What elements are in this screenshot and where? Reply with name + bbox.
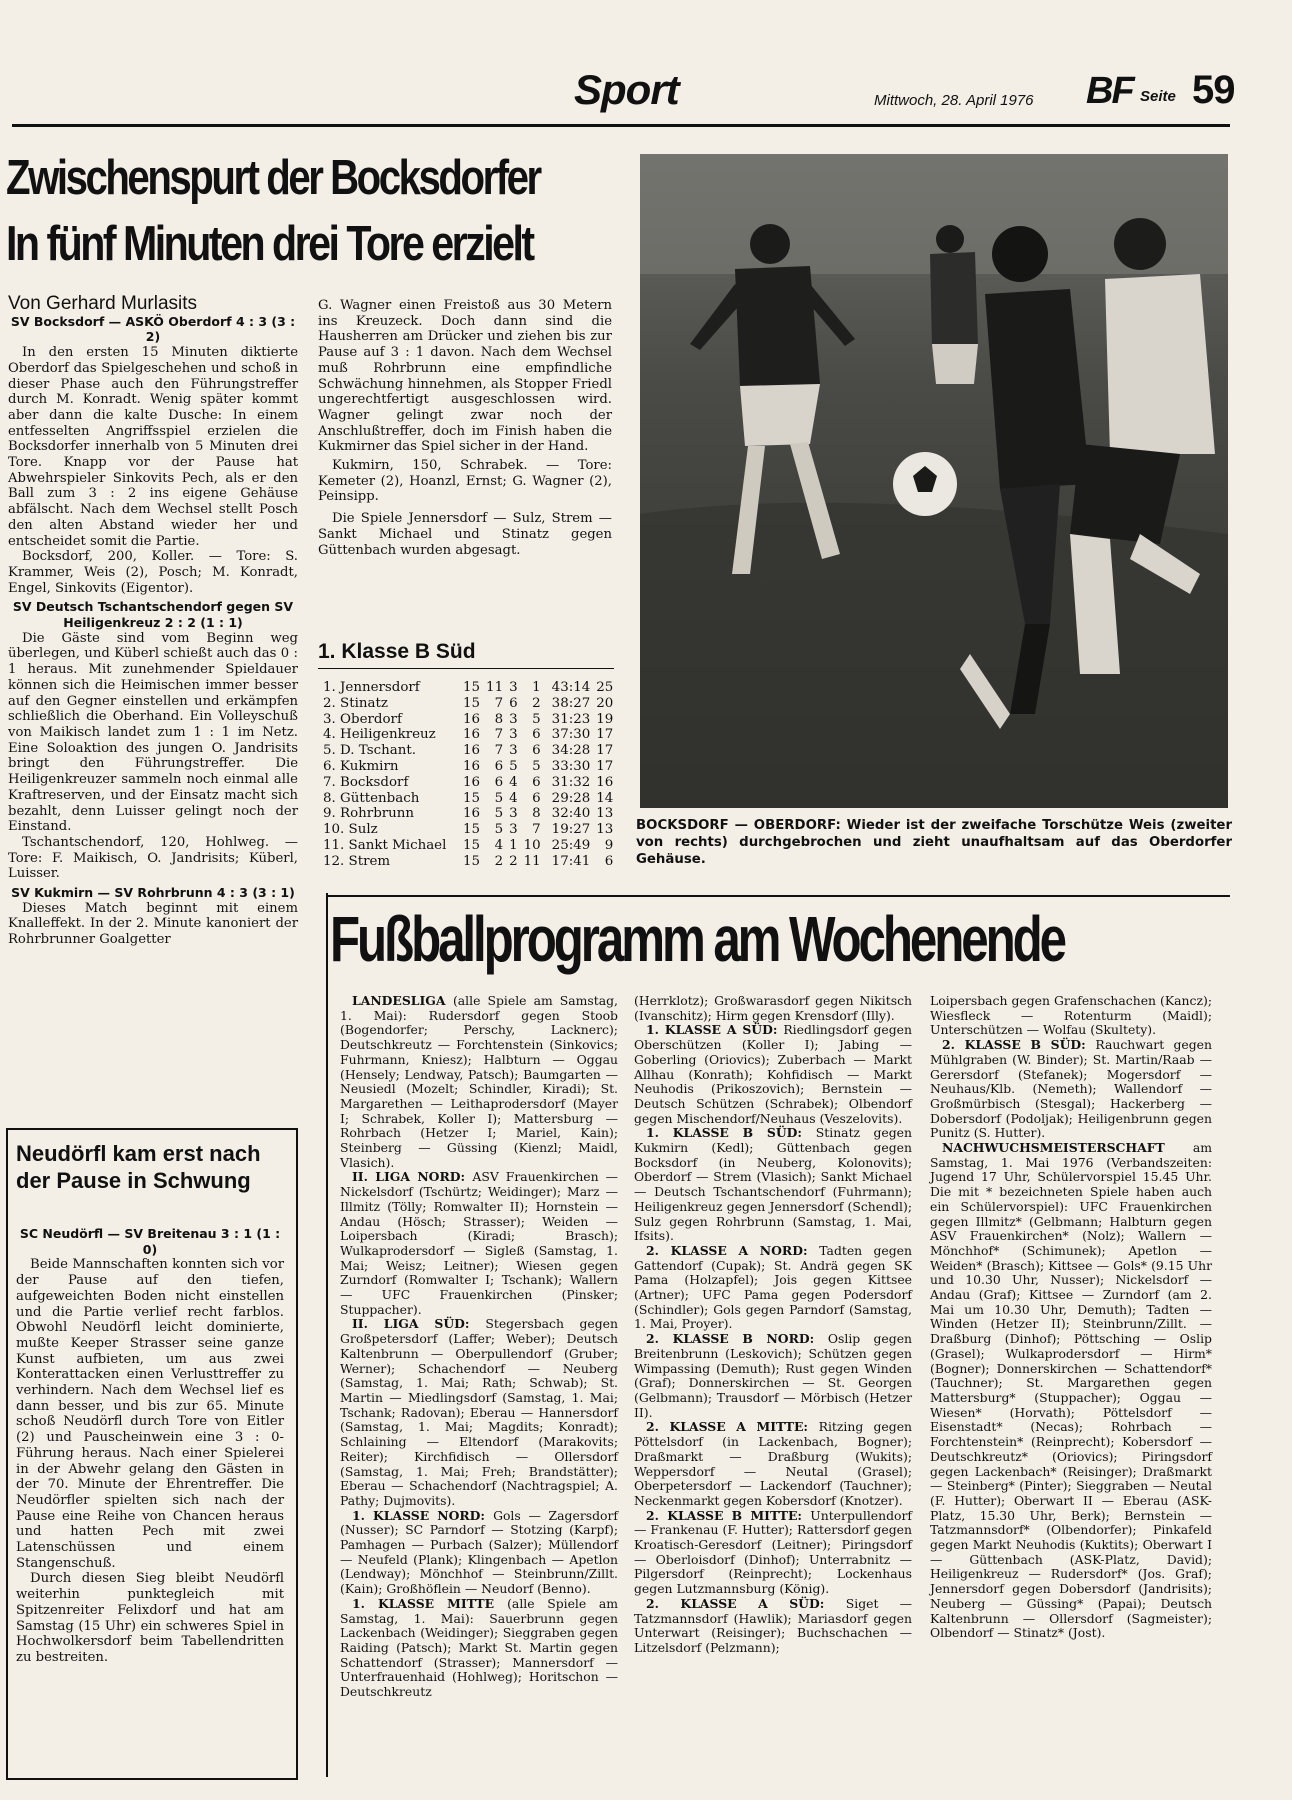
league-label: 1. KLASSE B SÜD: xyxy=(646,1125,816,1141)
standings-cell: 2 xyxy=(509,853,518,869)
standings-row xyxy=(320,791,616,807)
program-paragraph xyxy=(930,1141,1212,1641)
standings-cell: 5 xyxy=(494,822,504,838)
league-label: LANDESLIGA xyxy=(352,993,453,1008)
photo-caption xyxy=(636,817,1232,868)
standings-cell: 3 xyxy=(509,822,518,838)
standings-cell: 5 xyxy=(532,711,541,727)
league-label: 2. KLASSE A NORD: xyxy=(646,1242,820,1258)
sidebox xyxy=(6,1128,298,1780)
standings-cell: 15 xyxy=(463,822,481,838)
masthead-rule xyxy=(12,124,1230,127)
standings-cell: 3 xyxy=(509,743,518,759)
team-name: 4. Heiligenkreuz xyxy=(323,727,436,743)
standings-row xyxy=(320,822,616,838)
league-label: 1. KLASSE MITTE xyxy=(352,1595,508,1611)
standings-cell: 17 xyxy=(596,743,614,759)
standings-cell: 11 xyxy=(523,853,541,869)
fixture-text: (Herrklotz); Großwarasdorf gegen Nikitsch (Ivanschitz); Hirm gegen Krensdorf (Illy). xyxy=(634,993,912,1023)
standings-row xyxy=(320,838,616,854)
standings-cell: 16 xyxy=(463,711,481,727)
standings-cell: 33:30 xyxy=(551,758,591,774)
masthead xyxy=(12,62,1235,126)
standings-cell: 19:27 xyxy=(551,822,591,838)
standings-cell: 6 xyxy=(494,774,504,790)
fixture-text: Stegersbach gegen Großpetersdorf (Laffer; Weber); Deutsch Kaltenbrunn — Oberpullendorf (Gruber; Werner); Schachendorf — Neuberg (Samstag, 1. Mai; Rath; Schwab); St. Martin — Miedlingsdorf (Samstag, 1. Mai; Tschank; Radovan); Eberau — Hannersdorf (Samstag, 1. Mai; Magdits; Konradt); Schlaining — Eltendorf (Marakovits; Reiter); Kirchfidisch — Ollersdorf (Samstag, 1. Mai; Freh; Brandstätter); Eberau — Schachendorf (Nachtragspiel; A. Pathy; Dujmovits). xyxy=(340,1316,618,1508)
standings-cell: 6 xyxy=(532,743,541,759)
fixture-text: Riedlingsdorf gegen Oberschützen (Koller I); Jabing — Goberling (Oriovics); Zuberbach — Markt Allhau (Konrath); Kohfidisch — Markt Neuhodis (Prikoszovich); Bernstein — Deutsch Schützen (Schrabek); Olbendorf gegen Mischendorf/Neuhaus (Veszelovits). xyxy=(634,1022,912,1126)
league-label: II. LIGA SÜD: xyxy=(352,1316,486,1332)
article-column-2 xyxy=(318,298,612,558)
standings-row xyxy=(320,727,616,743)
standings-cell: 43:14 xyxy=(551,680,591,695)
match-heading: SV Bocksdorf — ASKÖ Oberdorf 4 : 3 (3 : 2) xyxy=(10,313,296,345)
standings-row xyxy=(320,806,616,822)
standings-cell: 1 xyxy=(532,680,541,695)
match-heading: SC Neudörfl — SV Breitenau 3 : 1 (1 : 0) xyxy=(19,1226,281,1257)
fixture-text: Ritzing gegen Pöttelsdorf (in Lackenbach, Bogner); Draßmarkt — Draßburg (Wukits); Weppersdorf — Neutal (Grasel); Oberpetersdorf — Lackendorf (Tauchner); Neckenmarkt gegen Kobersdorf (Knotzer). xyxy=(634,1419,913,1508)
standings-cell: 3 xyxy=(509,680,518,695)
standings-cell: 6 xyxy=(532,727,541,743)
league-label: 2. KLASSE A MITTE: xyxy=(646,1419,819,1435)
standings-row xyxy=(320,680,616,696)
caption-lead: BOCKSDORF — OBERDORF: xyxy=(636,818,841,833)
page-number: 59 xyxy=(1192,68,1235,112)
standings-cell: 16 xyxy=(463,806,481,822)
fixture-text: ASV Frauenkirchen — Nickelsdorf (Tschürtz; Weidinger); Marz — Illmitz (Tölly; Romwalter II); Hornstein — Andau (Hösch; Strasser); Weiden — Loipersbach (Kiradi; Brasch); Wulkaprodersdorf — Sigleß (Samstag, 1. Mai; Weisz; Leitner); Wiesen gegen Zurndorf (Romwalter I; Tschank); Wallern — UFC Frauenkirchen (Pinsker; Stuppacher). xyxy=(340,1169,618,1317)
standings-cell: 11 xyxy=(486,680,504,695)
standings-cell: 9 xyxy=(604,837,614,853)
standings-cell: 37:30 xyxy=(551,727,591,743)
program-headline: Fußballprogramm am Wochenende xyxy=(330,903,1064,975)
fixture-text: am Samstag, 1. Mai 1976 (Verbandszeiten: Jugend 17 Uhr, Schülervorspiel 15.45 Uhr. Die mit * bezeichneten Spiele haben auch ein Schülervorspiel): UFC Frauenkirchen gegen Illmitz* (Gelbmann; Halbturn gegen ASV Frauenkirchen* (Nolz); Wallern — Mönchhof* (Schimunek); Apetlon — Weiden* (Brasch); Kittsee — Gols* (9.15 Uhr und 10.30 Uhr, Nusser); Nickelsdorf — Andau (Graf); Kittsee — Zurndorf (am 2. Mai um 10.30 Uhr, Demuth); Tadten — Winden (Hetzer II); Steinbrunn/Zillt. — Draßburg (Dinhof); Pöttsching — Oslip (Grasel); Wulkaprodersdorf — Hirm* (Bogner); Donnerskirchen — Schattendorf* (Tauchner); St. Margarethen gegen Mattersburg* (Stuppacher); Oggau — Wiesen* (Horvath); Pöttelsdorf — Eisenstadt* (Necas); Rohrbach — Forchtenstein* (Reinprecht); Kobersdorf — Deutschkreutz* (Oriovics); Piringsdorf gegen Lackenbach* (Reisinger); Draßmarkt — Steinberg* (Pinter); Sieggraben — Neutal (F. Hutter); Oberwart II — Eberau (ASK-Platz, 15.30 Uhr, Berk); Bernstein — Tatzmannsdorf* (Olbendorfer); Pinkafeld gegen Markt Neuhodis (Kuktits); Oberwart I — Güttenbach (ASK-Platz, David); Heiligenkreuz — Rudersdorf* (Jos. Graf); Jennersdorf gegen Dobersdorf (Jandrisits); Neuberg — Güssing* (Papai); Deutsch Kaltenbrunn — Ollersdorf (Sagmeister); Olbendorf — Stinatz* (Jost). xyxy=(930,1140,1212,1641)
program-paragraph xyxy=(634,1126,912,1244)
program-paragraph xyxy=(634,1597,912,1656)
article-paragraph: Die Gäste sind vom Beginn weg überlegen, und Küberl schießt auch das 0 : 1 heraus. Mit zunehmender Spieldauer können sich die Heimischen immer besser auf den Gegner einstellen und erkämpfen schließlich die Oberhand. Ein Volleyschuß von Maikisch landet zum 1 : 1 im Netz. Eine Soloaktion des jungen O. Jandrisits bringt den Führungstreffer. Die Heiligenkreuzer sammeln noch einmal alle Kraftreserven, und der Einsatz macht sich bezahlt, denn Luisser gelingt noch der Einstand. xyxy=(8,630,298,835)
standings-cell: 25 xyxy=(596,680,614,695)
match-result: Bocksdorf, 200, Koller. — Tore: S. Krammer, Weis (2), Posch; M. Konradt, Engel, Sinkovits (Eigentor). xyxy=(8,549,298,596)
fixture-text: Tadten gegen Gattendorf (Cupak); St. Andrä gegen SK Pama (Holzapfel); Jois gegen Kittsee (Artner); UFC Pama gegen Podersdorf (Schindler); Gols gegen Parndorf (Samstag, 1. Mai, Proyer). xyxy=(634,1242,912,1332)
photo-illustration xyxy=(640,154,1228,808)
fixture-text: Oslip gegen Breitenbrunn (Leskovich); Schützen gegen Wimpassing (Demuth); Rust gegen Winden (Graf); Donnerskirchen — St. Georgen (Gelbmann); Trausdorf — Mörbisch (Hetzer II). xyxy=(634,1331,913,1420)
program-paragraph xyxy=(340,1509,618,1597)
match-heading: SV Deutsch Tschantschendorf gegen SV Heiligenkreuz 2 : 2 (1 : 1) xyxy=(12,599,294,631)
standings-cell: 3 xyxy=(509,806,518,822)
standings-cell: 17:41 xyxy=(551,853,591,869)
program-paragraph xyxy=(634,1023,912,1126)
standings-cell: 5 xyxy=(494,806,504,822)
standings-cell: 3 xyxy=(509,711,518,727)
sidebox-body xyxy=(16,1226,284,1666)
team-name: 3. Oberdorf xyxy=(323,711,402,727)
standings-cell: 7 xyxy=(494,727,504,743)
article-paragraph: Beide Mannschaften konnten sich vor der Pause auf den tiefen, aufgeweichten Boden nicht einstellen und die Partie verlief recht farblos. Obwohl Neudörfl leicht dominierte, mußte Keeper Strasser seine ganze Kunst aufbieten, um aus zwei Konterattacken einen Verlusttreffer zu verhindern. Nach dem Wechsel lief es dann besser, und bis zur 65. Minute schoß Neudörfl durch Tore von Eitler (2) und Pauscheinwein eine 3 : 0-Führung heraus. Nach einer Spielerei in der Abwehr gelang den Gästen in der 70. Minute der Ehrentreffer. Die Neudörfler spielten sich nach der Pause eine Reihe von Chancen heraus und hatten Pech mit zwei Latenschüssen und einem Stangenschuß. xyxy=(16,1257,284,1571)
standings-cell: 25:49 xyxy=(551,837,591,853)
team-name: 7. Bocksdorf xyxy=(323,774,409,790)
standings-cell: 13 xyxy=(596,806,614,822)
sidebox-headline: Neudörfl kam erst nach der Pause in Schwung xyxy=(16,1141,261,1193)
standings-cell: 7 xyxy=(494,695,504,711)
standings-cell: 16 xyxy=(463,727,481,743)
standings-cell: 6 xyxy=(532,790,541,806)
league-label: II. LIGA NORD: xyxy=(352,1169,473,1185)
standings-cell: 3 xyxy=(509,727,518,743)
match-result: Tschantschendorf, 120, Hohlweg. — Tore: F. Maikisch, O. Jandrisits; Küberl, Luisser. xyxy=(8,834,298,882)
standings-row xyxy=(320,854,616,870)
program-paragraph xyxy=(930,1038,1212,1141)
article-paragraph: G. Wagner einen Freistoß aus 30 Metern ins Kreuzeck. Doch dann sind die Hausherren am Drücker und ziehen bis zur Pause auf 3 : 1 davon. Nach dem Wechsel muß Rohrbrunn eine empfindliche Schwächung hinnehmen, als Stopper Friedl ungerechtfertigt ausgeschlossen wird. Wagner gelingt zwar noch der Anschlußtreffer, doch im Finish haben die Kukmirner das Spiel sicher in der Hand. xyxy=(318,298,612,455)
standings-cell: 8 xyxy=(532,806,541,822)
match-photo xyxy=(640,154,1228,808)
standings-cell: 6 xyxy=(604,853,614,869)
team-name: 11. Sankt Michael xyxy=(323,837,447,853)
league-label: 1. KLASSE NORD: xyxy=(352,1507,494,1523)
fixture-text: Loipersbach gegen Grafenschachen (Kancz); Wiesfleck — Rotenturm (Maidl); Unterschützen — Wolfau (Skultety). xyxy=(930,993,1212,1038)
standings-cell: 7 xyxy=(494,743,504,759)
standings-cell: 15 xyxy=(463,853,481,869)
fixture-text: Unterpullendorf — Frankenau (F. Hutter); Rattersdorf gegen Kroatisch-Geresdorf (Leitner); Piringsdorf — Oberloisdorf (Dinhof); Unterrabnitz — Pilgersdorf (Reinprecht); Lockenhaus gegen Lutzmannsburg (König). xyxy=(634,1507,912,1597)
standings-cell: 15 xyxy=(463,790,481,806)
standings-cell: 13 xyxy=(596,822,614,838)
standings-row xyxy=(320,759,616,775)
standings-cell: 2 xyxy=(532,695,541,711)
standings-row xyxy=(320,696,616,712)
standings-cell: 15 xyxy=(463,680,481,695)
issue-date: Mittwoch, 28. April 1976 xyxy=(874,92,1034,109)
team-name: 10. Sulz xyxy=(323,822,378,838)
program-paragraph xyxy=(930,994,1212,1038)
standings-cell: 31:32 xyxy=(551,774,591,790)
standings-title: 1. Klasse B Süd xyxy=(318,640,476,663)
match-result: Kukmirn, 150, Schrabek. — Tore: Kemeter (2), Hoanzl, Ernst; G. Wagner (2), Peinsipp. xyxy=(318,458,612,505)
program-top-rule xyxy=(326,895,1230,897)
standings-cell: 20 xyxy=(596,695,614,711)
program-paragraph xyxy=(340,994,618,1170)
program-column-1 xyxy=(340,994,618,1700)
standings-cell: 32:40 xyxy=(551,806,591,822)
standings-cell: 4 xyxy=(509,774,518,790)
league-label: 2. KLASSE B NORD: xyxy=(646,1331,828,1347)
standings-cell: 10 xyxy=(523,837,541,853)
standings-cell: 6 xyxy=(532,774,541,790)
program-paragraph xyxy=(634,1332,912,1420)
standings-cell: 16 xyxy=(596,774,614,790)
standings-cell: 5 xyxy=(509,758,518,774)
standings-cell: 15 xyxy=(463,837,481,853)
article-paragraph: Durch diesen Sieg bleibt Neudörfl weiterhin punktegleich mit Spitzenreiter Felixdorf und hat am Samstag (15 Uhr) ein schweres Spiel in Hochwolkersdorf beim Tabellendritten zu bestreiten. xyxy=(16,1571,284,1665)
fixture-text: (alle Spiele am Samstag, 1. Mai): Sauerbrunn gegen Lackenbach (Weidinger); Sieggraben gegen Raiding (Patsch); Markt St. Martin gegen Schattendorf (Strasser); Mannersdorf — Unterfrauenhaid (Hohlweg); Horitschon — Deutschkreutz xyxy=(340,1595,618,1700)
article-paragraph: In den ersten 15 Minuten diktierte Oberdorf das Spielgeschehen und schoß in dieser Phase auch den Führungstreffer durch M. Konradt. Wenig später kommt aber dann die kalte Dusche: In einem entfesselten Angriffsspiel erzielen die Bocksdorfer innerhalb von 5 Minuten drei Tore. Knapp vor der Pause hat Abwehrspieler Sinkovits Pech, als er den Ball zum 3 : 2 ins eigene Gehäuse abfälscht. Nach dem Wechsel stellt Posch den alten Abstand wieder her und entscheidet somit die Partie. xyxy=(8,345,298,549)
standings-cell: 7 xyxy=(532,822,541,838)
program-paragraph xyxy=(634,1420,912,1508)
league-label: 2. KLASSE A SÜD: xyxy=(646,1595,846,1611)
standings-row xyxy=(320,775,616,791)
team-name: 6. Kukmirn xyxy=(323,758,399,774)
program-paragraph xyxy=(634,994,912,1023)
article-paragraph: Dieses Match beginnt mit einem Knalleffekt. In der 2. Minute kanoniert der Rohrbrunner Goalgetter xyxy=(8,900,298,948)
section-title: Sport xyxy=(574,66,679,113)
program-paragraph xyxy=(340,1597,618,1700)
program-column-2 xyxy=(634,994,912,1656)
team-name: 12. Strem xyxy=(323,853,391,869)
league-label: NACHWUCHSMEISTERSCHAFT xyxy=(942,1140,1193,1156)
standings-cell: 19 xyxy=(596,711,614,727)
team-name: 2. Stinatz xyxy=(323,695,388,711)
standings-cell: 16 xyxy=(463,743,481,759)
team-name: 1. Jennersdorf xyxy=(323,680,420,695)
fixture-text: Gols — Zagersdorf (Nusser); SC Parndorf — Stotzing (Karpf); Pamhagen — Purbach (Salzer); Müllendorf — Neufeld (Plank); Klingenbach — Apetlon (Lendway); Mönchhof — Steinbrunn/Zillt. (Kain); Großhöflein — Neudorf (Benno). xyxy=(340,1507,618,1597)
fixture-text: Siget — Tatzmannsdorf (Hawlik); Mariasdorf gegen Unterwart (Reisinger); Buchschachen — Litzelsdorf (Pelzmann); xyxy=(634,1595,912,1655)
standings-cell: 4 xyxy=(509,790,518,806)
fixture-text: Rauchwart gegen Mühlgraben (W. Binder); St. Martin/Raab — Gerersdorf (Stefanek); Mogersdorf — Neuhaus/Klb. (Nemeth); Wallendorf — Großmürbisch (Stesgal); Hackerberg — Dobersdorf (Podoljak); Heiligenbrunn gegen Punitz (S. Hutter). xyxy=(930,1037,1212,1141)
standings-cell: 29:28 xyxy=(551,790,591,806)
standings-cell: 17 xyxy=(596,758,614,774)
program-paragraph xyxy=(634,1244,912,1332)
standings-table xyxy=(320,680,616,870)
league-label: 1. KLASSE A SÜD: xyxy=(646,1022,784,1038)
standings-cell: 34:28 xyxy=(551,743,591,759)
team-name: 8. Güttenbach xyxy=(323,790,420,806)
standings-row xyxy=(320,712,616,728)
standings-cell: 2 xyxy=(494,853,504,869)
fixture-text: Stinatz gegen Kukmirn (Kedl); Güttenbach gegen Bocksdorf (in Neuberg, Kolonovits); Oberdorf — Strem (Vlasich); Sankt Michael — Deutsch Tschantschendorf (Fuhrmann); Heiligenkreuz gegen Jennersdorf (Schendl); Sulz gegen Rohrbrunn (Samstag, 1. Mai, Ifsits). xyxy=(634,1125,912,1244)
newspaper-logo: BF xyxy=(1086,70,1133,112)
standings-cell: 8 xyxy=(494,711,504,727)
program-paragraph xyxy=(340,1170,618,1317)
cancelled-note: Die Spiele Jennersdorf — Sulz, Strem — Sankt Michael und Stinatz gegen Güttenbach wurden abgesagt. xyxy=(318,511,612,558)
team-name: 9. Rohrbrunn xyxy=(323,806,415,822)
standings-cell: 16 xyxy=(463,774,481,790)
standings-cell: 31:23 xyxy=(551,711,591,727)
standings-cell: 17 xyxy=(596,727,614,743)
caption-text: Wieder ist der zweifache Torschütze Weis (zweiter von rechts) durchgebrochen und zieht unaufhaltsam auf das Oberdorfer Gehäuse. xyxy=(636,818,1232,867)
team-name: 5. D. Tschant. xyxy=(323,743,417,759)
standings-rule xyxy=(318,668,614,669)
fixture-text: (alle Spiele am Samstag, 1. Mai): Rudersdorf gegen Stoob (Bogendorfer; Perschy, Lacknerc); Deutschkreutz — Forchtenstein (Sinkovics; Fuhrmann, Kniesz); Halbturn — Oggau (Hensely; Lendway, Patsch); Baumgarten — Neusiedl (Mozelt; Schindler, Kiradi); St. Margarethen — Leithaprodersdorf (Mayer I; Schrabek, Koller I); Mattersburg — Rohrbach (Hetzer I; Mariel, Kain); Steinberg — Güssing (Kienzl; Maidl, Vlasich). xyxy=(340,993,618,1170)
standings-cell: 6 xyxy=(509,695,518,711)
standings-cell: 5 xyxy=(494,790,504,806)
standings-cell: 14 xyxy=(596,790,614,806)
byline: Von Gerhard Murlasits xyxy=(8,293,198,314)
league-label: 2. KLASSE B SÜD: xyxy=(942,1037,1096,1053)
league-label: 2. KLASSE B MITTE: xyxy=(646,1507,811,1523)
article-headline-line2: In fünf Minuten drei Tore erzielt xyxy=(6,217,533,271)
page-label: Seite xyxy=(1140,88,1176,105)
standings-row xyxy=(320,743,616,759)
program-column-3 xyxy=(930,994,1212,1641)
standings-cell: 5 xyxy=(532,758,541,774)
match-heading: SV Kukmirn — SV Rohrbrunn 4 : 3 (3 : 1) xyxy=(11,885,295,901)
program-paragraph xyxy=(634,1509,912,1597)
standings-cell: 38:27 xyxy=(551,695,591,711)
article-column-1 xyxy=(8,293,298,948)
program-paragraph xyxy=(340,1317,618,1508)
standings-cell: 15 xyxy=(463,695,481,711)
standings-cell: 1 xyxy=(509,837,518,853)
standings-cell: 4 xyxy=(494,837,504,853)
standings-cell: 16 xyxy=(463,758,481,774)
standings-cell: 6 xyxy=(494,758,504,774)
article-headline-line1: Zwischenspurt der Bocksdorfer xyxy=(6,151,540,205)
